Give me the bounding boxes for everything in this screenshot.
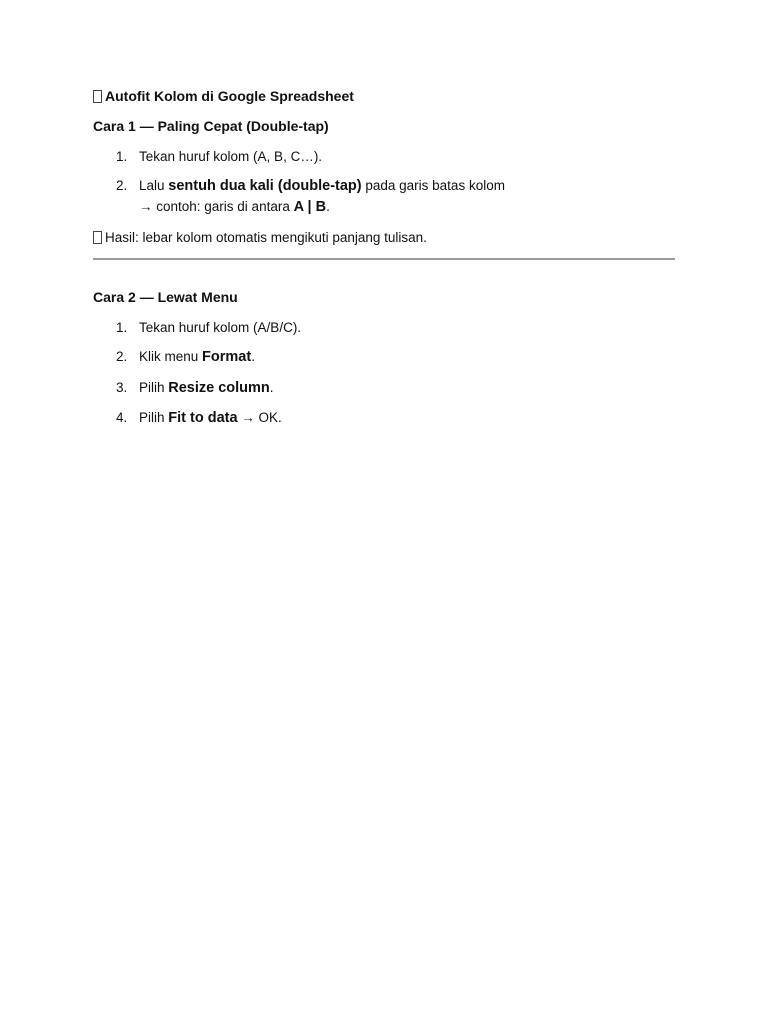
missing-glyph-icon [93, 231, 102, 244]
step-text-post: . [269, 380, 274, 395]
continuation-bold: A | B [293, 199, 327, 215]
step-number: 2. [116, 178, 128, 193]
step-number: 4. [116, 410, 128, 425]
step-number: 2. [116, 349, 128, 364]
step-text-pre: Tekan huruf kolom (A/B/C). [139, 320, 302, 335]
step-number: 1. [116, 149, 128, 164]
step-text-bold: Format [202, 349, 252, 365]
section-2-step-2 [116, 348, 255, 366]
section-1-step-2-continuation [139, 198, 330, 216]
result-text: Hasil: lebar kolom otomatis mengikuti panjang tulisan. [105, 230, 427, 245]
continuation-pre: → contoh: garis di antara [139, 199, 294, 214]
step-text-pre: Klik menu [139, 349, 203, 364]
step-text-pre: Pilih [139, 410, 169, 425]
continuation-post: . [326, 199, 330, 214]
step-text-bold: Fit to data [168, 410, 238, 426]
horizontal-divider [93, 258, 675, 260]
missing-glyph-icon [93, 90, 102, 103]
section-1-heading: Cara 1 — Paling Cepat (Double-tap) [93, 118, 329, 134]
step-text-pre: Lalu [139, 178, 169, 193]
step-text-post: → OK. [237, 410, 282, 425]
step-text: Tekan huruf kolom (A, B, C…). [139, 149, 323, 164]
section-2-heading: Cara 2 — Lewat Menu [93, 289, 238, 305]
section-1-result [93, 229, 427, 247]
step-number: 1. [116, 320, 128, 335]
document-title [93, 87, 354, 105]
section-2-step-4 [116, 409, 282, 427]
step-text-post: . [251, 349, 255, 364]
section-2-step-1 [116, 319, 301, 337]
section-1-step-1 [116, 148, 322, 166]
section-1-step-2 [116, 177, 505, 195]
step-text-post: pada garis batas kolom [361, 178, 505, 193]
step-text-bold: Resize column [168, 380, 270, 396]
step-text-bold: sentuh dua kali (double-tap) [168, 178, 362, 194]
document-title-text: Autofit Kolom di Google Spreadsheet [105, 88, 354, 104]
step-text-pre: Pilih [139, 380, 169, 395]
section-2-step-3 [116, 379, 274, 397]
step-number: 3. [116, 380, 128, 395]
